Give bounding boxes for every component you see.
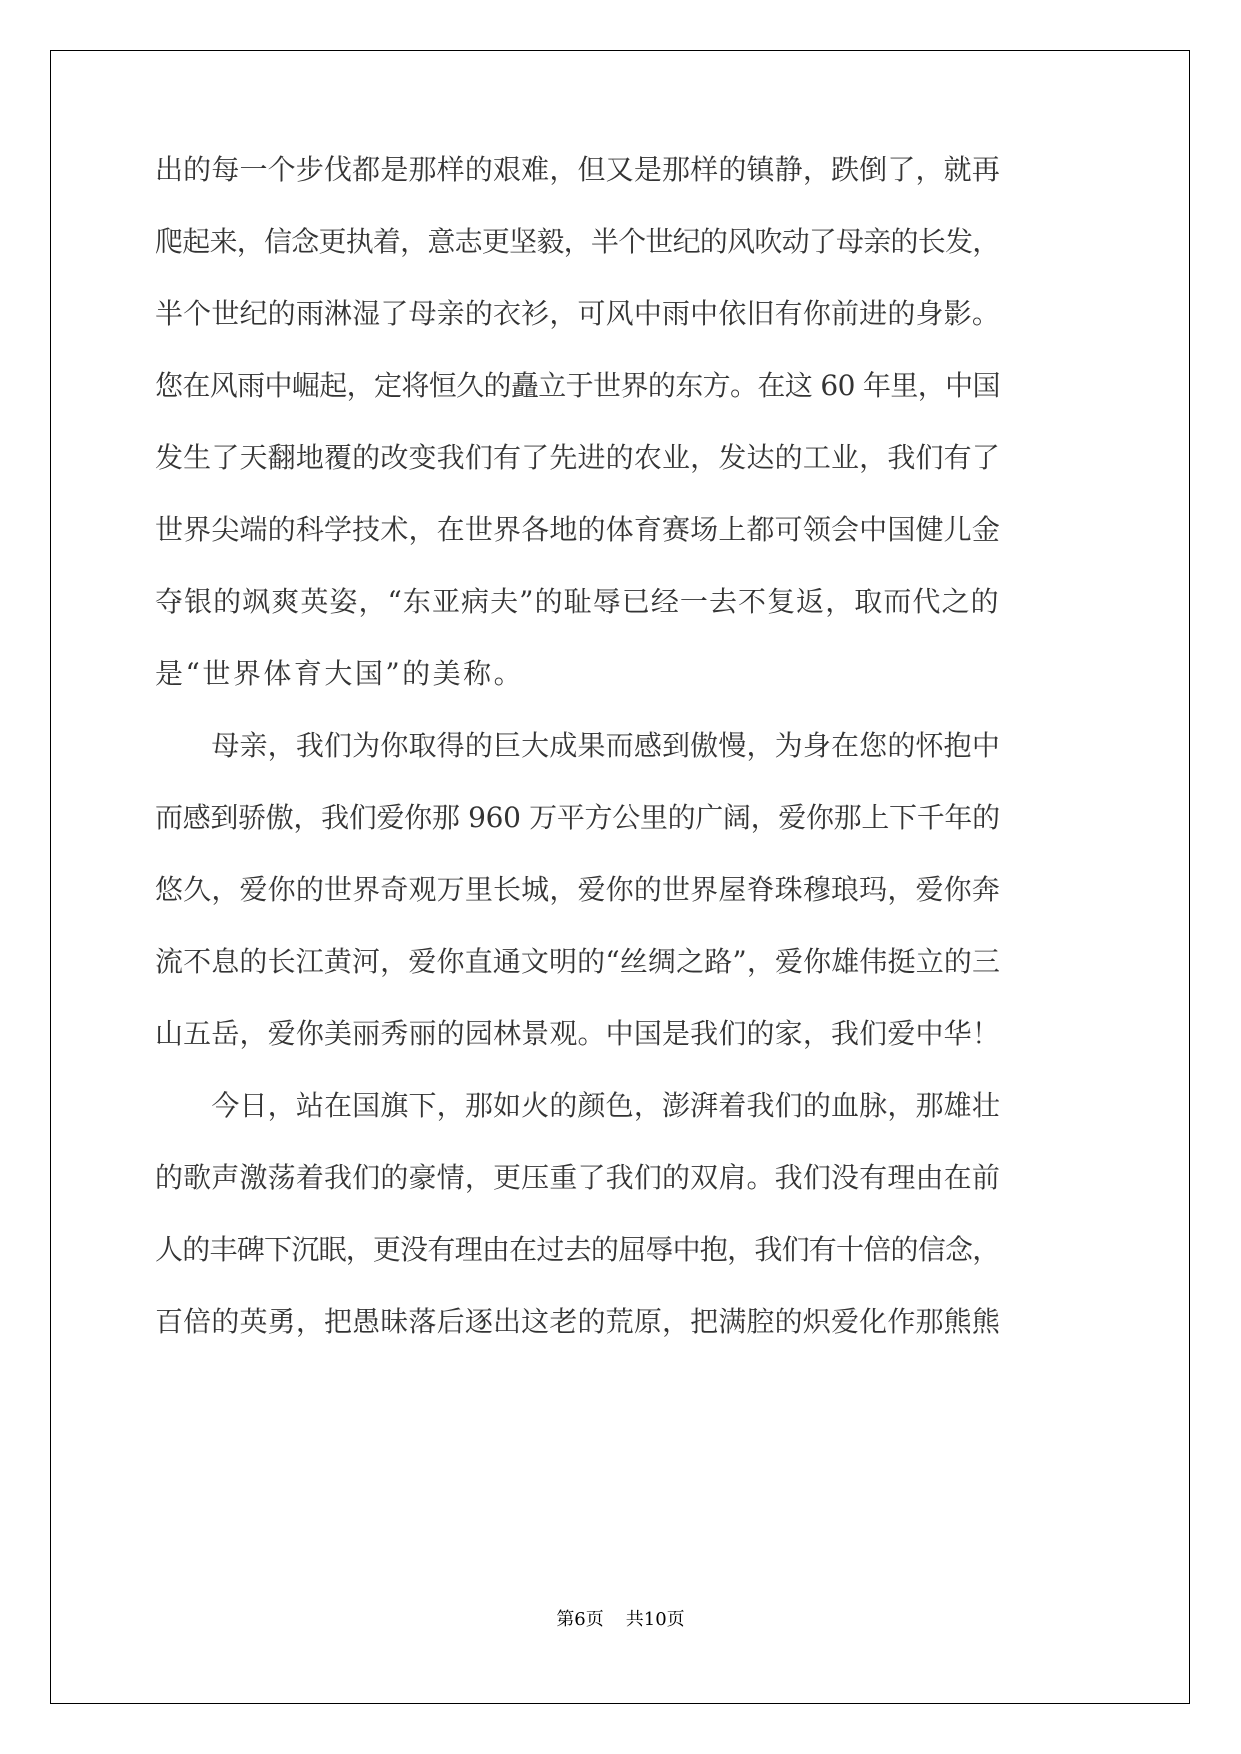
page-total: 共10页 [625,1609,685,1630]
text-line: 半个世纪的雨淋湿了母亲的衣衫，可风中雨中依旧有你前进的身影。 [155,297,1001,330]
text-line: 爬起来，信念更执着，意志更坚毅，半个世纪的风吹动了母亲的长发， [155,225,1000,258]
text-line: 您在风雨中崛起，定将恒久的矗立于世界的东方。在这 60 年里，中国 [155,369,1000,402]
page-number: 第6页 [556,1609,604,1630]
text-line: 百倍的英勇，把愚昧落后逐出这老的荒原，把满腔的炽爱化作那熊熊 [155,1305,1001,1338]
text-line: 山五岳，爱你美丽秀丽的园林景观。中国是我们的家，我们爱中华！ [155,1017,1001,1050]
text-line: 世界尖端的科学技术，在世界各地的体育赛场上都可领会中国健儿金 [155,513,1001,546]
text-line: 出的每一个步伐都是那样的艰难，但又是那样的镇静，跌倒了，就再 [155,153,1001,186]
text-line: 流不息的长江黄河，爱你直通文明的“丝绸之路”，爱你雄伟挺立的三 [155,945,1001,978]
text-line: 母亲，我们为你取得的巨大成果而感到傲慢，为身在您的怀抱中 [155,729,1001,762]
page-footer [0,1608,1241,1632]
text-line: 悠久，爱你的世界奇观万里长城，爱你的世界屋脊珠穆琅玛，爱你奔 [155,873,1001,906]
text-line: 而感到骄傲，我们爱你那 960 万平方公里的广阔，爱你那上下千年的 [155,801,1000,834]
text-line: 的歌声激荡着我们的豪情，更压重了我们的双肩。我们没有理由在前 [155,1161,1001,1194]
text-line: 是“世界体育大国”的美称。 [155,657,525,690]
text-line: 人的丰碑下沉眠，更没有理由在过去的屈辱中抱，我们有十倍的信念， [155,1233,1000,1266]
text-line: 夺银的飒爽英姿，“东亚病夫”的耻辱已经一去不复返，取而代之的 [155,585,1000,618]
text-line: 今日，站在国旗下，那如火的颜色，澎湃着我们的血脉，那雄壮 [155,1089,1001,1122]
text-line: 发生了天翻地覆的改变我们有了先进的农业，发达的工业，我们有了 [155,441,1001,474]
